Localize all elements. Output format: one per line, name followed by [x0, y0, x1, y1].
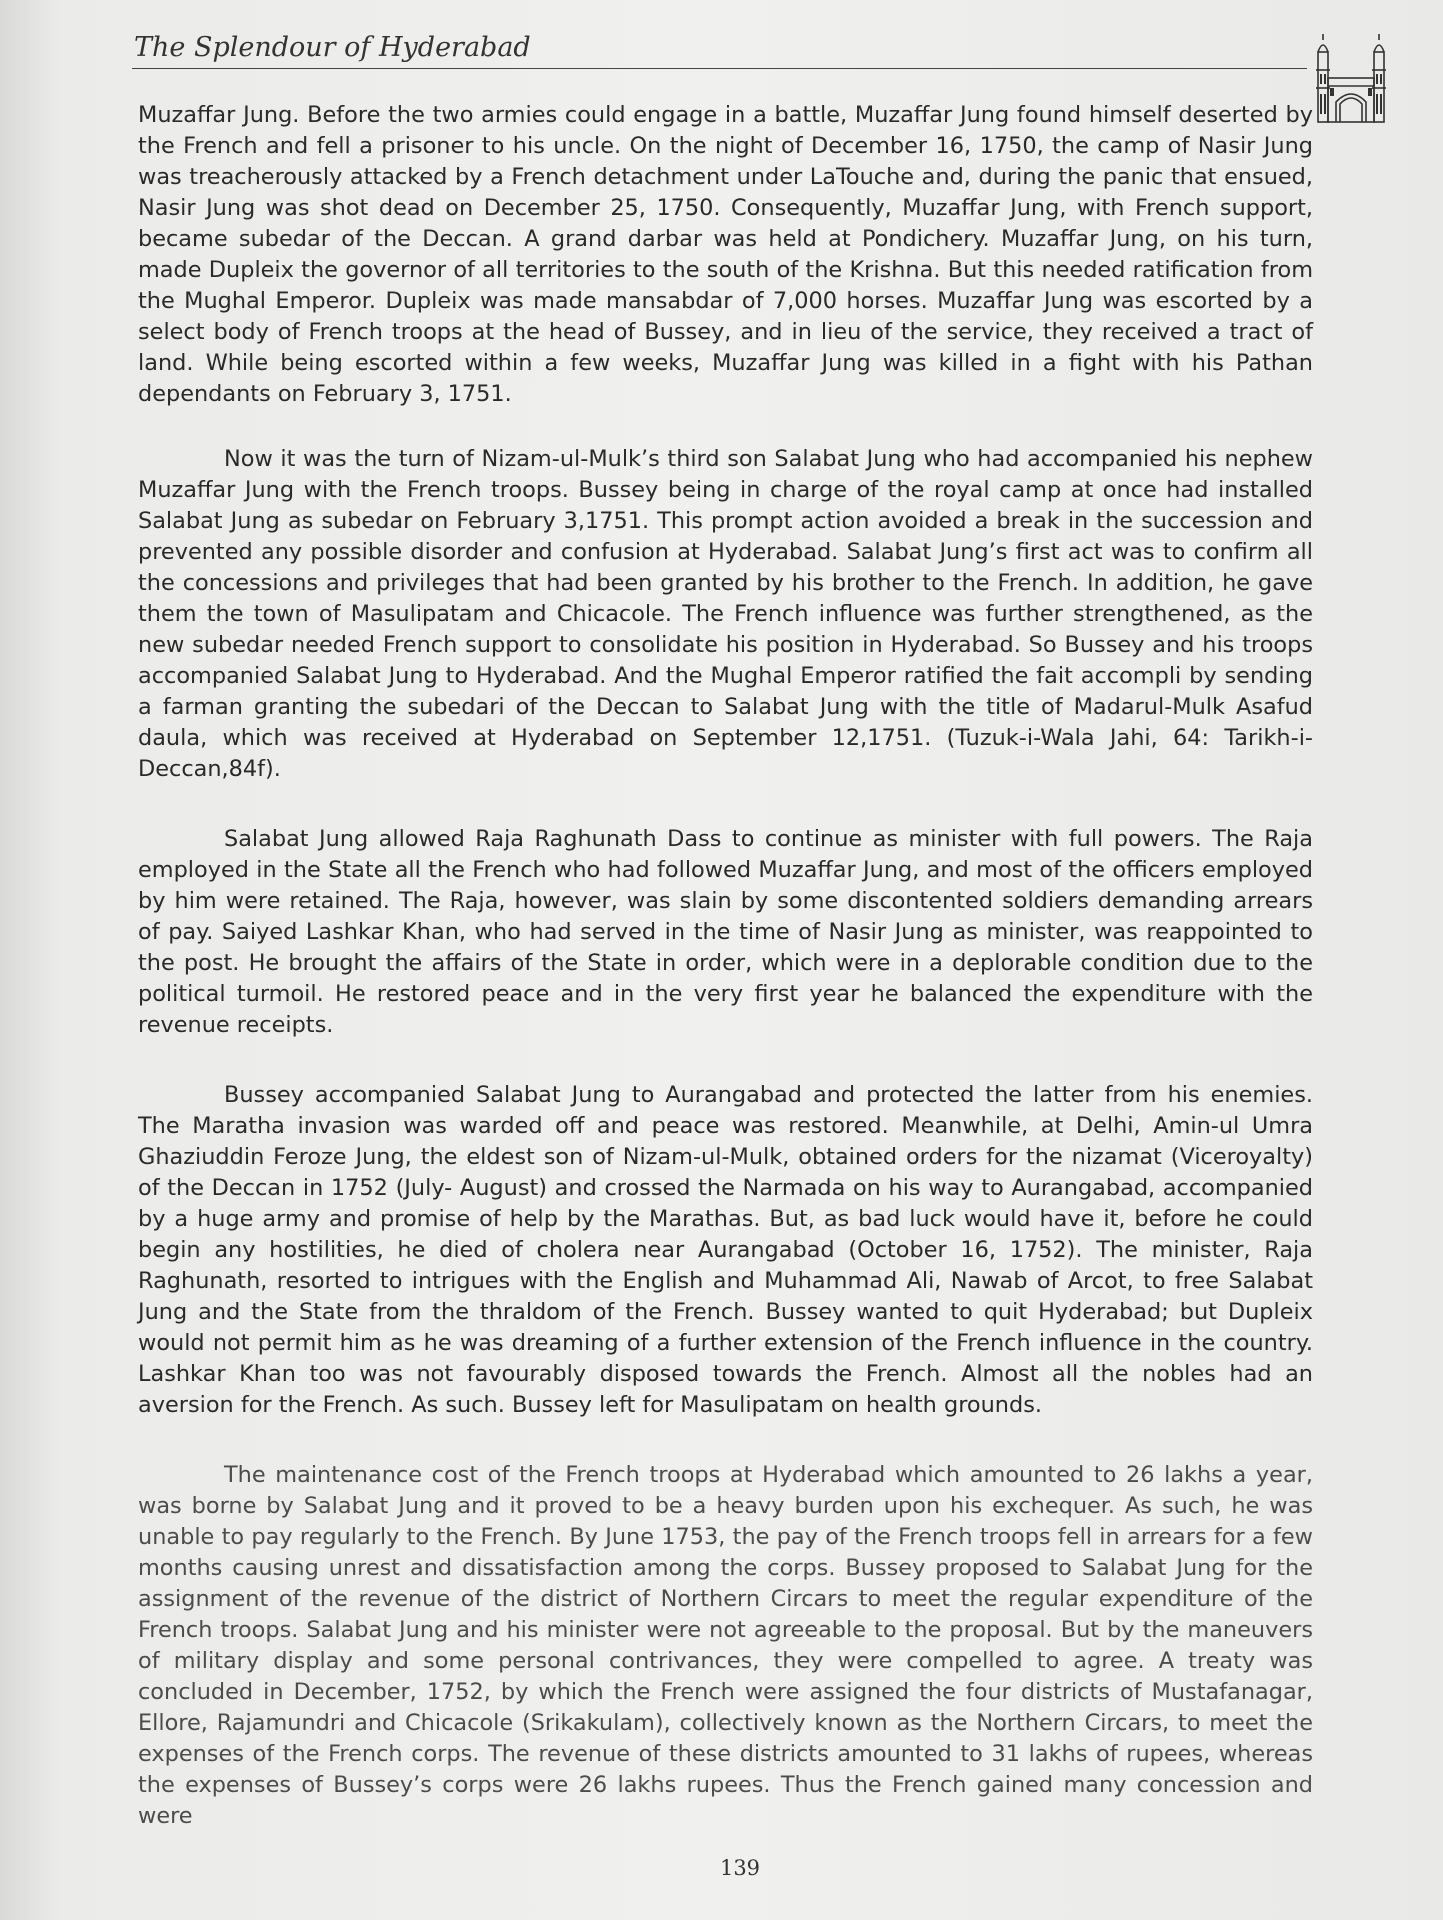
page-number: 139 — [719, 1856, 761, 1880]
paragraph-4: Bussey accompanied Salabat Jung to Aurangabad and protected the latter from his enemies. The Maratha invasion was warded off and peace was restored. Meanwhile, at Delhi, Amin-ul Umra Ghaziuddin Feroze Jung, the eldest son of Nizam-ul-Mulk, obtained orders for the nizamat (Viceroyalty) of the Deccan in 1752 (July- August) and crossed the Narmada on his way to Aurangabad, accompanied by a huge army and promise of help by the Marathas. But, as bad luck would have it, before he could begin any hostilities, he died of cholera near Aurangabad (October 16, 1752). The minister, Raja Raghunath, resorted to intrigues with the English and Muhammad Ali, Nawab of Arcot, to free Salabat Jung and the State from the thraldom of the French. Bussey wanted to quit Hyderabad; but Dupleix would not permit him as he was dreaming of a further extension of the French influence in the country. Lashkar Khan too was not favourably disposed towards the French. Almost all the nobles had an aversion for the French. As such. Bussey left for Masulipatam on health grounds. — [138, 1082, 1313, 1418]
paragraph-1: Muzaffar Jung. Before the two armies could engage in a battle, Muzaffar Jung found himself deserted by the French and fell a prisoner to his uncle. On the night of December 16, 1750, the camp of Nasir Jung was treacherously attacked by a French detachment under LaTouche and, during the panic that ensued, Nasir Jung was shot dead on December 25, 1750. Consequently, Muzaffar Jung, with French support, became subedar of the Deccan. A grand darbar was held at Pondichery. Muzaffar Jung, on his turn, made Dupleix the governor of all territories to the south of the Krishna. But this needed ratification from the Mughal Emperor. Dupleix was made mansabdar of 7,000 horses. Muzaffar Jung was escorted by a select body of French troops at the head of Bussey, and in lieu of the service, they received a tract of land. While being escorted within a few weeks, Muzaffar Jung was killed in a fight with his Pathan dependants on February 3, 1751. — [138, 102, 1313, 407]
header-rule — [132, 68, 1307, 69]
paragraph-3: Salabat Jung allowed Raja Raghunath Dass to continue as minister with full powers. The Raja employed in the State all the French who had followed Muzaffar Jung, and most of the officers employed by him were retained. The Raja, however, was slain by some discontented soldiers demanding arrears of pay. Saiyed Lashkar Khan, who had served in the time of Nasir Jung as minister, was reappointed to the post. He brought the affairs of the State in order, which were in a deplorable condition due to the political turmoil. He restored peace and in the very first year he balanced the expenditure with the revenue receipts. — [138, 826, 1313, 1038]
paragraph-2: Now it was the turn of Nizam-ul-Mulk’s third son Salabat Jung who had accompanied his nephew Muzaffar Jung with the French troops. Bussey being in charge of the royal camp at once had installed Salabat Jung as subedar on February 3,1751. This prompt action avoided a break in the succession and prevented any possible disorder and confusion at Hyderabad. Salabat Jung’s first act was to confirm all the concessions and privileges that had been granted by his brother to the French. In addition, he gave them the town of Masulipatam and Chicacole. The French influence was further strengthened, as the new subedar needed French support to consolidate his position in Hyderabad. So Bussey and his troops accompanied Salabat Jung to Hyderabad. And the Mughal Emperor ratified the fait accompli by sending a farman granting the subedari of the Deccan to Salabat Jung with the title of Madarul-Mulk Asafud daula, which was received at Hyderabad on September 12,1751. (Tuzuk-i-Wala Jahi, 64: Tarikh-i-Deccan,84f). — [138, 446, 1313, 782]
header-title: The Splendour of Hyderabad — [134, 32, 531, 63]
body-text — [138, 100, 1313, 1871]
charminar-icon — [1312, 30, 1390, 126]
running-header — [132, 26, 1312, 76]
paragraph-5: The maintenance cost of the French troops at Hyderabad which amounted to 26 lakhs a year, was borne by Salabat Jung and it proved to be a heavy burden upon his exchequer. As such, he was unable to pay regularly to the French. By June 1753, the pay of the French troops fell in arrears for a few months causing unrest and dissatisfaction among the corps. Bussey proposed to Salabat Jung for the assignment of the revenue of the district of Northern Circars to meet the regular expenditure of the French troops. Salabat Jung and his minister were not agreeable to the proposal. But by the maneuvers of military display and some personal contrivances, they were compelled to agree. A treaty was concluded in December, 1752, by which the French were assigned the four districts of Mustafanagar, Ellore, Rajamundri and Chicacole (Srikakulam), collectively known as the Northern Circars, to meet the expenses of the French corps. The revenue of these districts amounted to 31 lakhs of rupees, whereas the expenses of Bussey’s corps were 26 lakhs rupees. Thus the French gained many concession and were — [138, 1462, 1313, 1829]
